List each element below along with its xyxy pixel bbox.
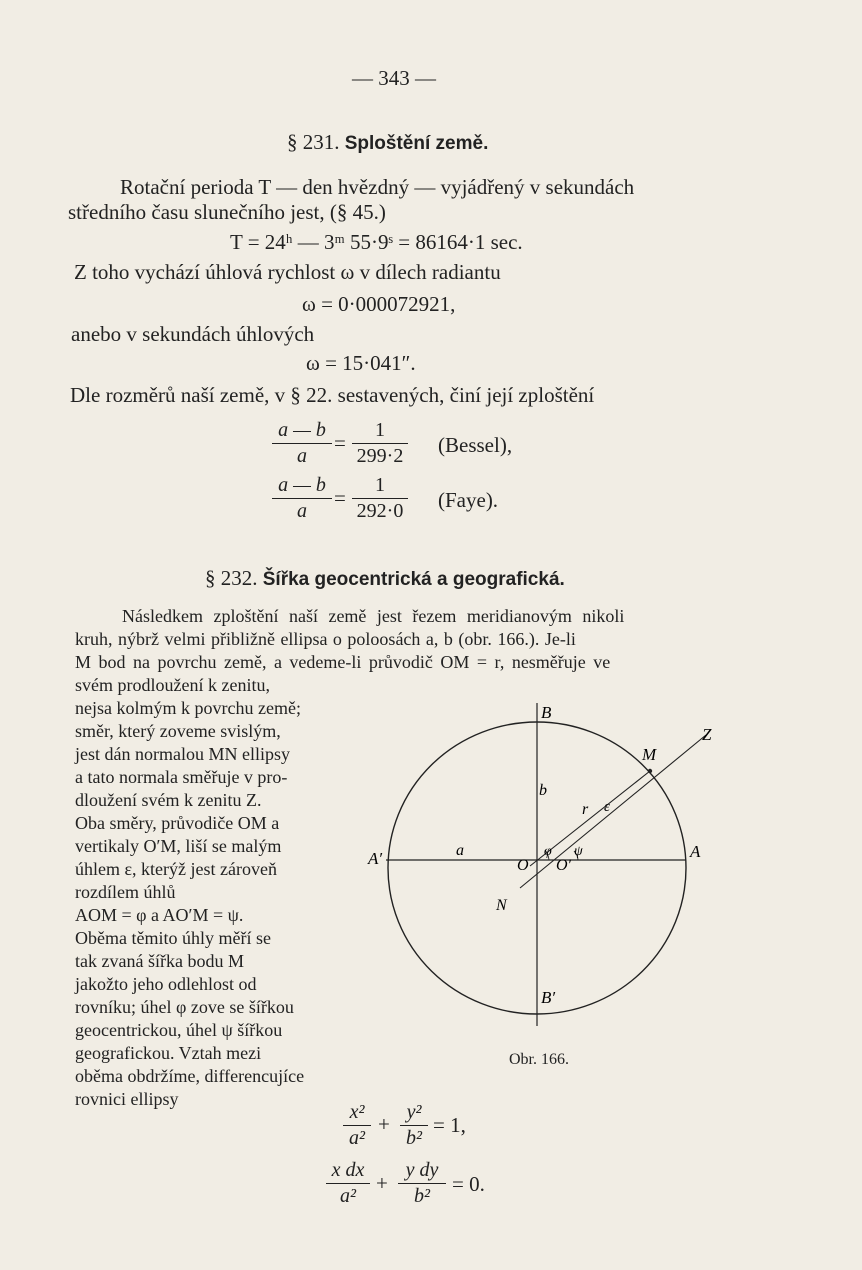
narrow-paragraph-line: AOM = φ a AO′M = ψ. (75, 905, 244, 925)
label-o-prime: O′ (556, 857, 572, 874)
denominator: 299·2 (356, 445, 404, 467)
paragraph-line: Rotační perioda T — den hvězdný — vyjádřený v sekundách (120, 175, 635, 199)
narrow-paragraph-line: geocentrickou, úhel ψ šířkou (75, 1020, 283, 1040)
narrow-paragraph-line: úhlem ε, kterýž jest zároveň (75, 859, 277, 879)
label-z: Z (702, 725, 712, 744)
narrow-paragraph-line: jest dán normalou MN ellipsy (75, 744, 290, 764)
label-semi-axis-a: a (456, 842, 464, 859)
paragraph-line: Dle rozměrů naší země, v § 22. sestavených, činí její zploštění (70, 383, 595, 407)
narrow-paragraph-line: směr, který zoveme svislým, (75, 721, 281, 741)
plus-sign: + (376, 1171, 388, 1195)
paragraph-line: středního času slunečního jest, (§ 45.) (68, 200, 386, 224)
denominator: a² (340, 1185, 356, 1207)
paragraph-line: M bod na povrchu země, a vedeme-li průvodič OM = r, nesměřuje ve (75, 652, 611, 672)
plus-sign: + (378, 1112, 390, 1136)
narrow-paragraph-line: Oběma těmito úhly měří se (75, 928, 271, 948)
equation-rhs: = 1, (433, 1113, 466, 1137)
paragraph-line: kruh, nýbrž velmi přibližně ellipsa o poloosách a, b (obr. 166.). Je-li (75, 629, 576, 649)
equals-sign: = (334, 486, 346, 510)
label-a-prime: A′ (368, 849, 383, 868)
narrow-paragraph-line: vertikaly O′M, liší se malým (75, 836, 282, 856)
denominator: a (297, 500, 307, 522)
source-label: (Faye). (438, 488, 499, 512)
label-phi: φ (544, 844, 552, 859)
numerator: a — b (278, 419, 326, 441)
numerator: x dx (331, 1159, 365, 1181)
section-title: Šířka geocentrická a geografická. (262, 569, 565, 590)
narrow-paragraph-line: jakožto jeho odlehlost od (75, 974, 257, 994)
numerator: x² (349, 1101, 365, 1123)
label-r: r (582, 801, 589, 818)
equation-omega-rad: ω = 0·000072921, (302, 292, 456, 316)
denominator: b² (414, 1185, 430, 1207)
equation-period: T = 24ʰ — 3ᵐ 55·9ˢ = 86164·1 sec. (230, 230, 523, 254)
narrow-paragraph-line: Oba směry, průvodiče OM a (75, 813, 280, 833)
numerator: a — b (278, 474, 326, 496)
paragraph-line: anebo v sekundách úhlových (71, 322, 315, 346)
point-m (648, 769, 652, 773)
source-label: (Bessel), (438, 433, 513, 457)
numerator: y dy (405, 1159, 439, 1181)
figure-caption: Obr. 166. (509, 1051, 569, 1068)
paragraph-line: Následkem zploštění naší země jest řezem meridianovým nikoli (122, 606, 625, 626)
narrow-paragraph-line: rozdílem úhlů (75, 882, 176, 902)
label-psi: ψ (574, 844, 583, 859)
numerator: 1 (375, 419, 385, 441)
narrow-paragraph-line: geografickou. Vztah mezi (75, 1043, 262, 1063)
narrow-paragraph-line: tak zvaná šířka bodu M (75, 951, 244, 971)
page-number: — 343 — (352, 66, 436, 90)
narrow-paragraph-line: dloužení svém k zenitu Z. (75, 790, 262, 810)
label-a: A (690, 842, 701, 861)
section-title: Splоštění země. (344, 133, 489, 154)
label-b: B (541, 703, 552, 722)
section-sign: § 231. (287, 130, 340, 154)
narrow-paragraph-line: nejsa kolmým k povrchu země; (75, 698, 301, 718)
numerator: y² (406, 1101, 422, 1123)
label-n: N (496, 897, 507, 914)
denominator: 292·0 (356, 500, 404, 522)
numerator: 1 (375, 474, 385, 496)
label-epsilon: ε (604, 799, 610, 815)
label-semi-axis-b: b (539, 782, 547, 799)
equals-sign: = (334, 431, 346, 455)
label-b-prime: B′ (541, 988, 556, 1007)
denominator: a (297, 445, 307, 467)
label-m: M (642, 745, 657, 764)
normal-line-nz (520, 735, 706, 888)
narrow-paragraph-line: svém prodloužení k zenitu, (75, 675, 270, 695)
section-sign: § 232. (205, 566, 258, 590)
narrow-paragraph-line: oběma obdržíme, differencujíce (75, 1066, 305, 1086)
label-o: O (517, 857, 529, 874)
equation-omega-sec: ω = 15·041″. (306, 351, 416, 375)
equation-rhs: = 0. (452, 1172, 485, 1196)
narrow-paragraph-line: rovnici ellipsy (75, 1089, 179, 1109)
denominator: a² (349, 1127, 365, 1149)
paragraph-line: Z toho vychází úhlová rychlost ω v dílech radiantu (74, 260, 501, 284)
narrow-paragraph-line: a tato normala směřuje v pro- (75, 767, 288, 787)
narrow-paragraph-line: rovníku; úhel φ zove se šířkou (75, 997, 294, 1017)
denominator: b² (406, 1127, 422, 1149)
